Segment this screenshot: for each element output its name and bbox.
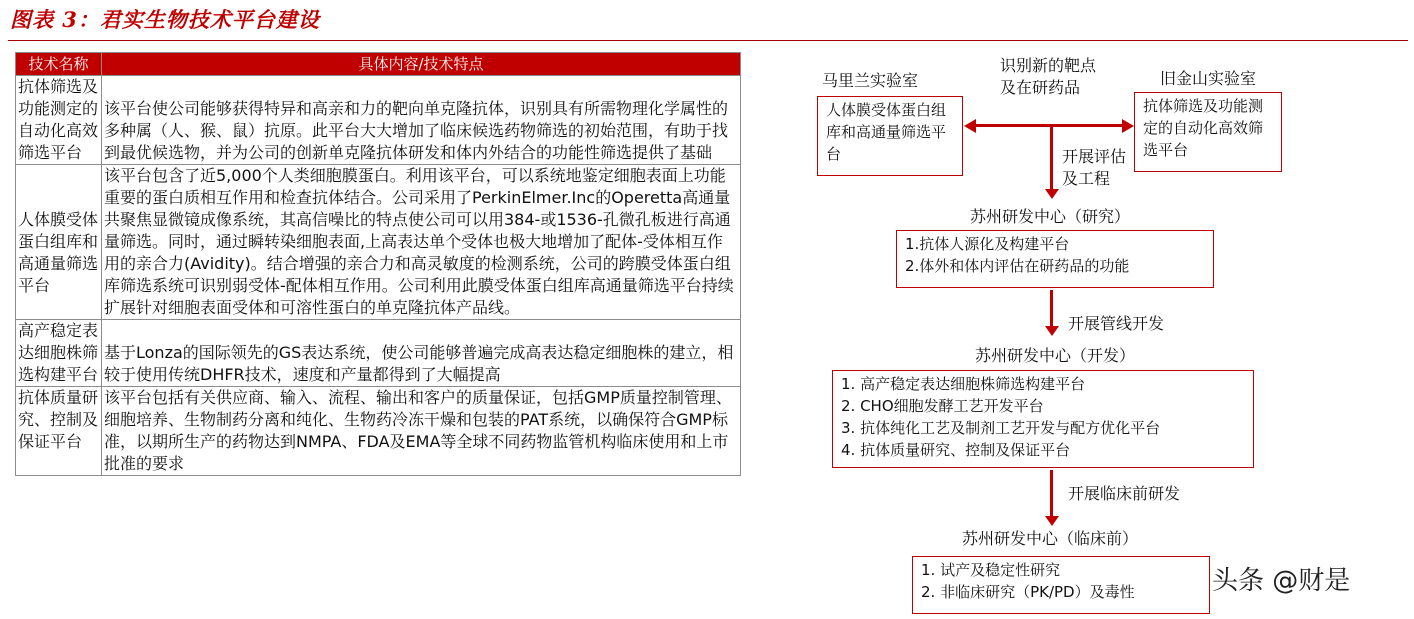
dev-center-label: 苏州研发中心（开发） [975,346,1136,365]
row-desc: 基于Lonza的国际领先的GS表达系统，使公司能够普遍完成高表达稳定细胞株的建立，相较于使用传统DHFR技术，速度和产量都得到了大幅提高 [102,320,741,387]
flow-line-2 [1050,290,1053,326]
arrow1-label: 开展评估及工程 [1062,147,1127,188]
sf-platform-box: 抗体筛选及功能测定的自动化高效筛选平台 [1134,92,1282,172]
table-row [16,320,741,387]
arrow-down-icon [1045,326,1059,336]
flow-line-1 [1050,127,1053,189]
figure-title: 图表 3：君实生物技术平台建设 [10,7,320,32]
tech-platform-table [15,52,741,476]
row-name: 人体膜受体蛋白组库和高通量筛选平台 [16,165,102,320]
flow-line-3 [1050,470,1053,516]
title-divider [8,40,1408,41]
row-name: 高产稳定表达细胞株筛选构建平台 [16,320,102,387]
preclinical-item: 1. 试产及稳定性研究 [921,561,1061,579]
research-item: 2.体外和体内评估在研药品的功能 [905,257,1130,275]
table-row [16,165,741,320]
arrow-down-icon [1045,516,1059,526]
preclinical-box [912,556,1210,614]
dev-box [832,370,1254,468]
research-center-label: 苏州研发中心（研究） [970,207,1131,226]
watermark: 头条 @财是 [1212,566,1351,596]
row-name: 抗体质量研究、控制及保证平台 [16,387,102,476]
research-item: 1.抗体人源化及构建平台 [905,235,1070,253]
lab-connector-line [976,124,1122,127]
dev-item: 3. 抗体纯化工艺及制剂工艺开发与配方优化平台 [841,419,1161,437]
header-tech-detail: 具体内容/技术特点 [102,53,741,76]
dev-item: 1. 高产稳定表达细胞株筛选构建平台 [841,375,1086,393]
table-header-row [16,53,741,76]
arrow2-label: 开展管线开发 [1068,314,1165,333]
row-name: 抗体筛选及功能测定的自动化高效筛选平台 [16,76,102,165]
maryland-platform-box: 人体膜受体蛋白组库和高通量筛选平台 [817,96,963,176]
sf-lab-label: 旧金山实验室 [1160,69,1257,88]
row-desc: 该平台使公司能够获得特异和高亲和力的靶向单克隆抗体，识别具有所需物理化学属性的多种属（人、猴、鼠）抗原。此平台大大增加了临床候选药物筛选的初始范围，有助于找到最优候选物，并为公司的创新单克隆抗体研发和体内外结合的功能性筛选提供了基础 [102,76,741,165]
preclinical-item: 2. 非临床研究（PK/PD）及毒性 [921,583,1135,601]
header-tech-name: 技术名称 [16,53,102,76]
maryland-lab-label: 马里兰实验室 [822,71,919,90]
research-box [896,230,1214,288]
preclinical-center-label: 苏州研发中心（临床前） [962,529,1139,548]
table-row [16,387,741,476]
arrow-left-icon [964,119,976,133]
dev-item: 2. CHO细胞发酵工艺开发平台 [841,397,1044,415]
arrow-right-icon [1122,119,1134,133]
table-row [16,76,741,165]
row-desc: 该平台包括有关供应商、输入、流程、输出和客户的质量保证，包括GMP质量控制管理、细胞培养、生物制药分离和纯化、生物药冷冻干燥和包装的PAT系统，以确保符合GMP标准，以期所生产的药物达到NMPA、FDA及EMA等全球不同药物监管机构临床使用和上市批准的要求 [102,387,741,476]
row-desc: 该平台包含了近5,000个人类细胞膜蛋白。利用该平台，可以系统地鉴定细胞表面上功能重要的蛋白质相互作用和检查抗体结合。公司采用了PerkinElmer.Inc的Operetta高通量共聚焦显微镜成像系统，其高信噪比的特点使公司可以用384-或1536-孔微孔板进行高通量筛选。同时，通过瞬转染细胞表面,上高表达单个受体也极大地增加了配体-受体相互作用的亲合力(Avidity)。结合增强的亲合力和高灵敏度的检测系统，公司的跨膜受体蛋白组库筛选系统可识别弱受体-配体相互作用。公司利用此膜受体蛋白组库高通量筛选平台持续扩展针对细胞表面受体和可溶性蛋白的单克隆抗体产品线。 [102,165,741,320]
arrow3-label: 开展临床前研发 [1068,484,1181,503]
dev-item: 4. 抗体质量研究、控制及保证平台 [841,441,1071,459]
new-target-label: 识别新的靶点及在研药品 [1000,56,1097,97]
arrow-down-icon [1045,189,1059,199]
